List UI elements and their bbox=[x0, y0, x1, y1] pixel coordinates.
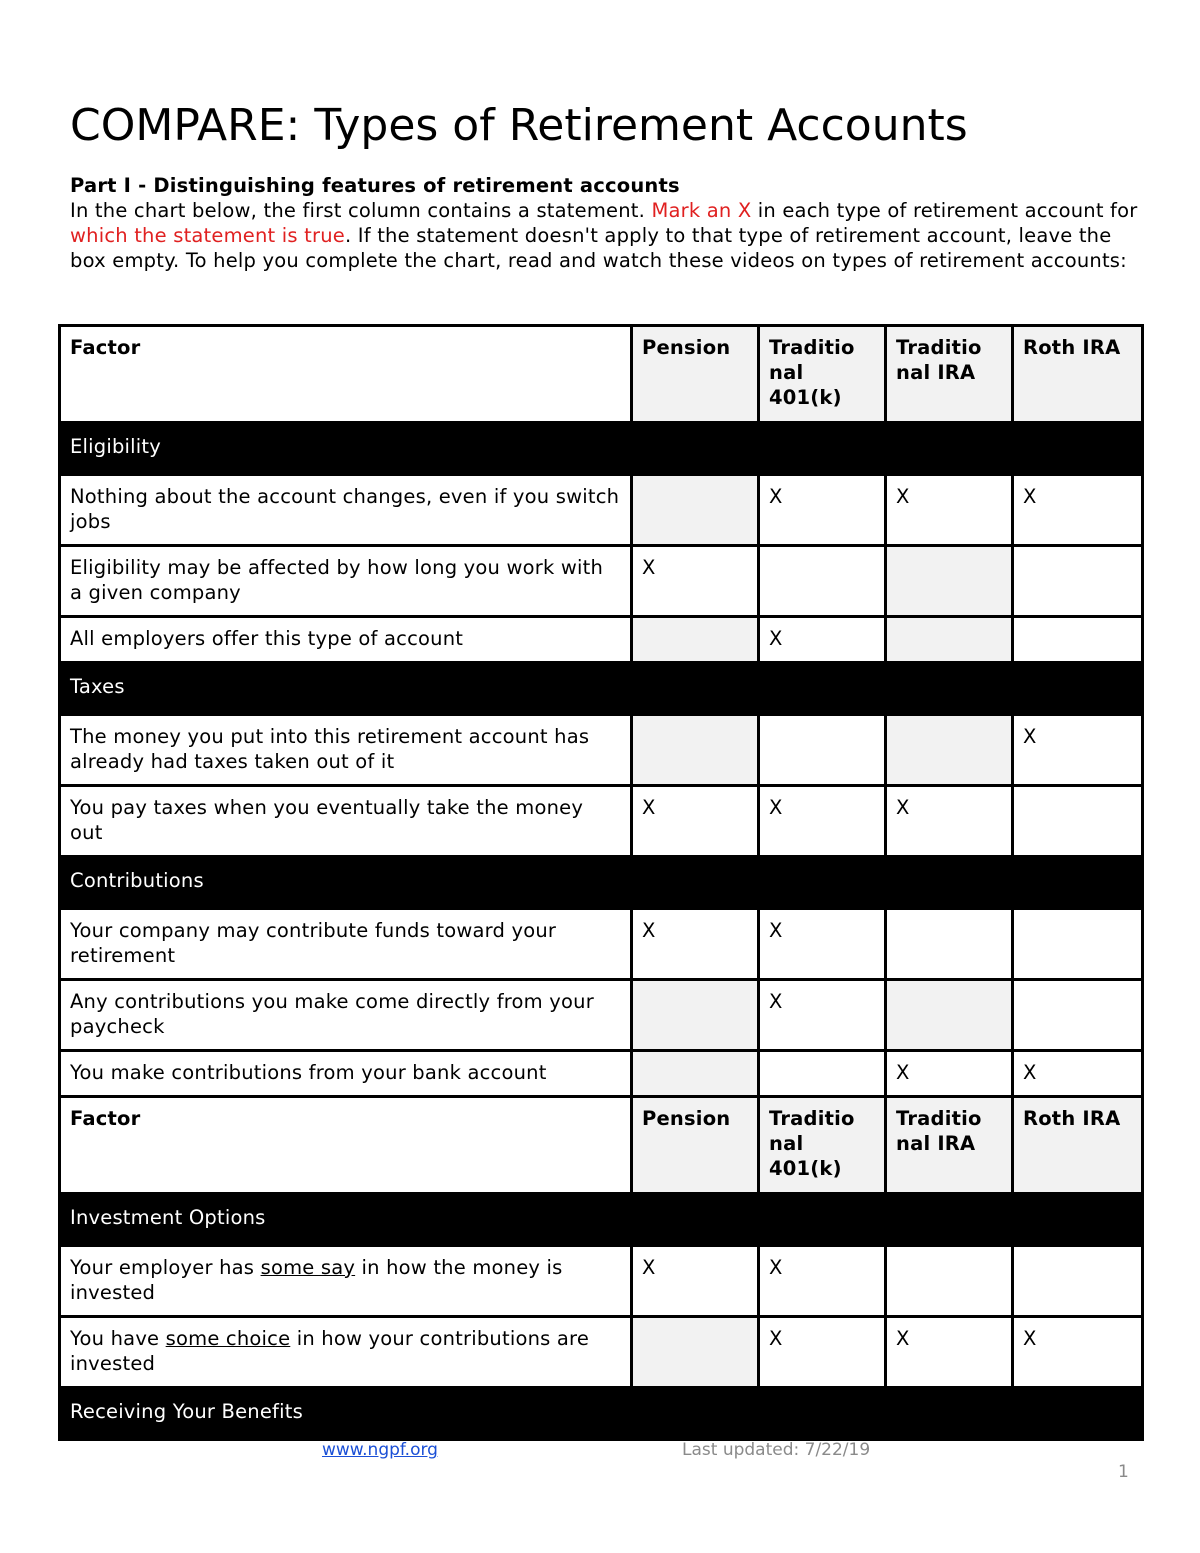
footer-link[interactable]: www.ngpf.org bbox=[322, 1440, 438, 1460]
cell-pension[interactable]: X bbox=[632, 909, 759, 980]
cell-traditional-ira[interactable]: X bbox=[886, 786, 1013, 857]
section-label: Eligibility bbox=[60, 423, 1143, 475]
last-updated: Last updated: 7/22/19 bbox=[682, 1440, 871, 1460]
instructions-text-c: . If the statement doesn't apply to that type of retirement account, leave the box empty. To help you complete the chart, read and watch these videos on types of retirement accounts: bbox=[70, 224, 1127, 272]
cell-roth-ira[interactable] bbox=[1013, 980, 1143, 1051]
row-factor: The money you put into this retirement account has already had taxes taken out of it bbox=[60, 715, 632, 786]
cell-traditional-ira[interactable] bbox=[886, 617, 1013, 663]
section-contributions bbox=[60, 857, 1143, 909]
header-roth-ira: Roth IRA bbox=[1013, 1097, 1143, 1194]
cell-roth-ira[interactable]: X bbox=[1013, 1051, 1143, 1097]
cell-traditional-ira[interactable] bbox=[886, 980, 1013, 1051]
cell-roth-ira[interactable]: X bbox=[1013, 1317, 1143, 1388]
table-header-row-repeat bbox=[60, 1097, 1143, 1194]
cell-pension[interactable] bbox=[632, 715, 759, 786]
section-label: Receiving Your Benefits bbox=[60, 1388, 1143, 1440]
row-factor: All employers offer this type of account bbox=[60, 617, 632, 663]
row-factor-underlined: some choice bbox=[165, 1327, 291, 1350]
section-label: Investment Options bbox=[60, 1194, 1143, 1246]
cell-pension[interactable] bbox=[632, 1317, 759, 1388]
row-factor: Any contributions you make come directly from your paycheck bbox=[60, 980, 632, 1051]
table-header-row bbox=[60, 326, 1143, 423]
row-factor-underlined: some say bbox=[260, 1256, 356, 1279]
cell-traditional-401k[interactable] bbox=[759, 1051, 886, 1097]
cell-pension[interactable]: X bbox=[632, 1246, 759, 1317]
cell-traditional-401k[interactable]: X bbox=[759, 617, 886, 663]
table-row bbox=[60, 980, 1143, 1051]
cell-roth-ira[interactable] bbox=[1013, 1246, 1143, 1317]
cell-traditional-401k[interactable] bbox=[759, 546, 886, 617]
cell-traditional-ira[interactable] bbox=[886, 715, 1013, 786]
table-row bbox=[60, 715, 1143, 786]
cell-pension[interactable] bbox=[632, 1051, 759, 1097]
cell-roth-ira[interactable] bbox=[1013, 786, 1143, 857]
section-receiving-benefits bbox=[60, 1388, 1143, 1440]
header-traditional-ira: Traditio nal IRA bbox=[886, 326, 1013, 423]
cell-pension[interactable] bbox=[632, 980, 759, 1051]
row-factor-text-a: Your employer has bbox=[70, 1256, 261, 1279]
cell-roth-ira[interactable] bbox=[1013, 546, 1143, 617]
comparison-table-1 bbox=[58, 324, 1144, 1441]
cell-traditional-ira[interactable] bbox=[886, 546, 1013, 617]
section-investment-options bbox=[60, 1194, 1143, 1246]
cell-pension[interactable] bbox=[632, 475, 759, 546]
table-row bbox=[60, 546, 1143, 617]
section-taxes bbox=[60, 663, 1143, 715]
instructions-text-b: in each type of retirement account for bbox=[751, 199, 1138, 222]
part-heading: Part I - Distinguishing features of retirement accounts bbox=[70, 174, 680, 197]
section-label: Taxes bbox=[60, 663, 1143, 715]
row-factor: You pay taxes when you eventually take the money out bbox=[60, 786, 632, 857]
cell-traditional-ira[interactable]: X bbox=[886, 1317, 1013, 1388]
table-row bbox=[60, 1317, 1143, 1388]
header-pension: Pension bbox=[632, 326, 759, 423]
header-traditional-401k: Traditio nal 401(k) bbox=[759, 326, 886, 423]
table-row bbox=[60, 617, 1143, 663]
instructions-highlight-mark: Mark an X bbox=[651, 199, 752, 222]
cell-pension[interactable]: X bbox=[632, 786, 759, 857]
row-factor: You make contributions from your bank account bbox=[60, 1051, 632, 1097]
instructions-text-a: In the chart below, the first column contains a statement. bbox=[70, 199, 652, 222]
header-pension: Pension bbox=[632, 1097, 759, 1194]
row-factor-text-b: in how your contributions are invested bbox=[70, 1327, 590, 1375]
cell-traditional-401k[interactable]: X bbox=[759, 1246, 886, 1317]
instructions-text bbox=[70, 198, 1140, 273]
header-roth-ira: Roth IRA bbox=[1013, 326, 1143, 423]
table-row bbox=[60, 1246, 1143, 1317]
table-row bbox=[60, 475, 1143, 546]
header-factor: Factor bbox=[60, 326, 632, 423]
cell-traditional-ira[interactable]: X bbox=[886, 475, 1013, 546]
cell-roth-ira[interactable]: X bbox=[1013, 475, 1143, 546]
cell-traditional-401k[interactable]: X bbox=[759, 909, 886, 980]
cell-traditional-401k[interactable]: X bbox=[759, 475, 886, 546]
table-row bbox=[60, 786, 1143, 857]
page-title: COMPARE: Types of Retirement Accounts bbox=[70, 100, 968, 151]
cell-pension[interactable] bbox=[632, 617, 759, 663]
row-factor-text-a: You have bbox=[70, 1327, 166, 1350]
cell-traditional-ira[interactable] bbox=[886, 909, 1013, 980]
cell-traditional-401k[interactable]: X bbox=[759, 1317, 886, 1388]
cell-roth-ira[interactable] bbox=[1013, 909, 1143, 980]
section-label: Contributions bbox=[60, 857, 1143, 909]
header-traditional-401k: Traditio nal 401(k) bbox=[759, 1097, 886, 1194]
cell-traditional-401k[interactable]: X bbox=[759, 786, 886, 857]
row-factor: Eligibility may be affected by how long you work with a given company bbox=[60, 546, 632, 617]
table-row bbox=[60, 909, 1143, 980]
header-factor: Factor bbox=[60, 1097, 632, 1194]
section-eligibility bbox=[60, 423, 1143, 475]
header-traditional-ira: Traditio nal IRA bbox=[886, 1097, 1013, 1194]
row-factor bbox=[60, 1317, 632, 1388]
cell-roth-ira[interactable]: X bbox=[1013, 715, 1143, 786]
cell-traditional-ira[interactable] bbox=[886, 1246, 1013, 1317]
cell-traditional-401k[interactable]: X bbox=[759, 980, 886, 1051]
cell-roth-ira[interactable] bbox=[1013, 617, 1143, 663]
row-factor-text-b: in how the money is invested bbox=[70, 1256, 563, 1304]
row-factor: Your company may contribute funds toward your retirement bbox=[60, 909, 632, 980]
table-row bbox=[60, 1051, 1143, 1097]
instructions bbox=[70, 173, 1140, 273]
instructions-highlight-true: which the statement is true bbox=[70, 224, 345, 247]
cell-traditional-ira[interactable]: X bbox=[886, 1051, 1013, 1097]
cell-traditional-401k[interactable] bbox=[759, 715, 886, 786]
cell-pension[interactable]: X bbox=[632, 546, 759, 617]
page-number: 1 bbox=[1118, 1462, 1129, 1482]
row-factor bbox=[60, 1246, 632, 1317]
row-factor: Nothing about the account changes, even if you switch jobs bbox=[60, 475, 632, 546]
